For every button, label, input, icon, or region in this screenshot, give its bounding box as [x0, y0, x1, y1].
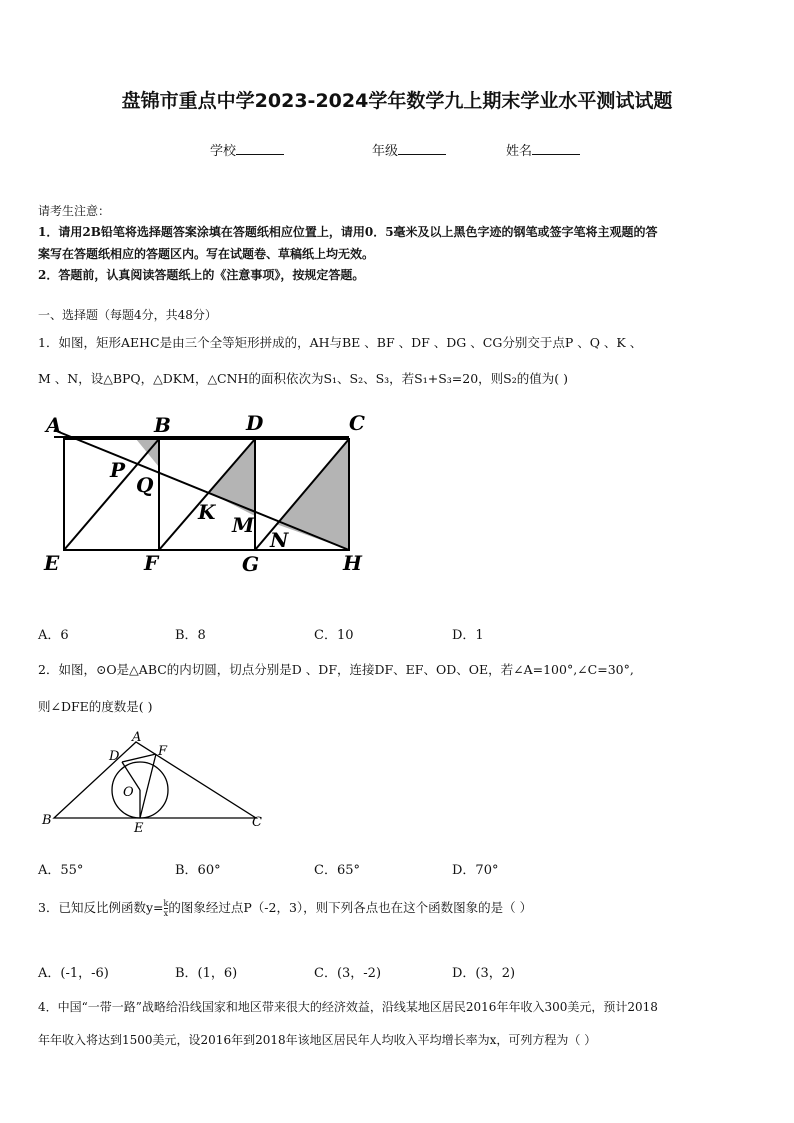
- grade-field: [372, 140, 446, 159]
- notice-item-1-line-2: 案写在答题纸相应的答题区内。写在试题卷、草稿纸上均无效。: [38, 247, 375, 261]
- question-4-line-2: 年年收入将达到1500美元，设2016年到2018年该地区居民年人均收入平均增长率为x，可列方程为（ ）: [38, 1033, 597, 1047]
- page-title: 盘锦市重点中学2023-2024学年数学九上期末学业水平测试试题: [121, 90, 673, 112]
- name-field: [506, 140, 580, 159]
- label-p: P: [110, 458, 126, 482]
- label-a: A: [46, 413, 62, 437]
- label-b: B: [154, 413, 171, 437]
- name-label: 姓名: [506, 144, 533, 159]
- label-f: F: [144, 551, 159, 575]
- question-1-line-2: M 、N，设△BPQ，△DKM，△CNH的面积依次为S₁、S₂、S₃，若S₁+S₃=20，则S₂的值为( ): [38, 371, 568, 386]
- question-2-figure: [36, 728, 276, 838]
- question-2-option-a: A．55°: [38, 863, 84, 878]
- question-3-line: [38, 898, 532, 918]
- label-e: E: [44, 551, 60, 575]
- school-label: 学校: [210, 144, 237, 159]
- question-1-option-a: A．6: [38, 628, 69, 643]
- question-1-option-b: B．8: [175, 628, 206, 643]
- question-3-option-a: A．(-1，-6): [38, 966, 109, 981]
- triangle-abc: [54, 742, 256, 818]
- question-3-option-c: C．(3，-2): [314, 966, 382, 981]
- label-n: N: [270, 528, 289, 552]
- grade-blank: [398, 142, 446, 155]
- question-1-figure: [36, 408, 376, 578]
- question-2-line-1: 2．如图，⊙O是△ABC的内切圆，切点分别是D 、DF，连接DF、EF、OD、OE，若∠A=100°,∠C=30°,: [38, 662, 634, 677]
- question-3-option-b: B．(1，6): [175, 966, 238, 981]
- question-1-option-c: C．10: [314, 628, 354, 643]
- fraction-denominator: x: [163, 909, 169, 918]
- question-2-option-d: D．70°: [452, 863, 499, 878]
- name-blank: [532, 142, 580, 155]
- question-2-option-c: C．65°: [314, 863, 360, 878]
- school-field: [210, 140, 284, 159]
- question-4-line-1: 4．中国“一带一路”战略给沿线国家和地区带来很大的经济效益，沿线某地区居民2016年年收入300美元，预计2018: [38, 1000, 658, 1014]
- notice-item-1-line-1: 1．请用2B铅笔将选择题答案涂填在答题纸相应位置上，请用0．5毫米及以上黑色字迹的钢笔或签字笔将主观题的答: [38, 225, 658, 239]
- label-e: E: [134, 821, 144, 836]
- label-k: K: [198, 500, 216, 524]
- label-g: G: [242, 552, 260, 576]
- grade-label: 年级: [372, 144, 399, 159]
- label-a: A: [132, 730, 142, 745]
- question-3-text-before: 3．已知反比例函数y=: [38, 900, 164, 915]
- notice-item-2: 2．答题前，认真阅读答题纸上的《注意事项》，按规定答题。: [38, 268, 365, 282]
- question-1-option-d: D．1: [452, 628, 484, 643]
- label-c: C: [349, 411, 365, 435]
- label-b: B: [42, 813, 52, 828]
- label-q: Q: [136, 473, 154, 497]
- section-heading: 一、选择题（每题4分，共48分）: [38, 308, 217, 322]
- question-3-option-d: D．(3，2): [452, 966, 516, 981]
- label-f: F: [158, 744, 168, 759]
- label-c: C: [252, 815, 262, 830]
- label-d: D: [109, 749, 120, 764]
- fraction-numerator: k: [163, 899, 169, 908]
- question-3-text-after: 的图象经过点P（-2，3），则下列各点也在这个函数图象的是（ ）: [168, 900, 533, 915]
- label-d: D: [246, 411, 264, 435]
- label-o: O: [123, 785, 134, 800]
- question-2-option-b: B．60°: [175, 863, 221, 878]
- segment-df: [122, 754, 156, 762]
- question-1-line-1: 1．如图，矩形AEHC是由三个全等矩形拼成的，AH与BE 、BF 、DF 、DG 、CG分别交于点P 、Q 、K 、: [38, 335, 643, 350]
- question-2-line-2: 则∠DFE的度数是( ): [38, 699, 153, 714]
- school-blank: [236, 142, 284, 155]
- label-h: H: [343, 551, 362, 575]
- notice-heading: 请考生注意：: [38, 204, 111, 218]
- label-m: M: [232, 513, 255, 537]
